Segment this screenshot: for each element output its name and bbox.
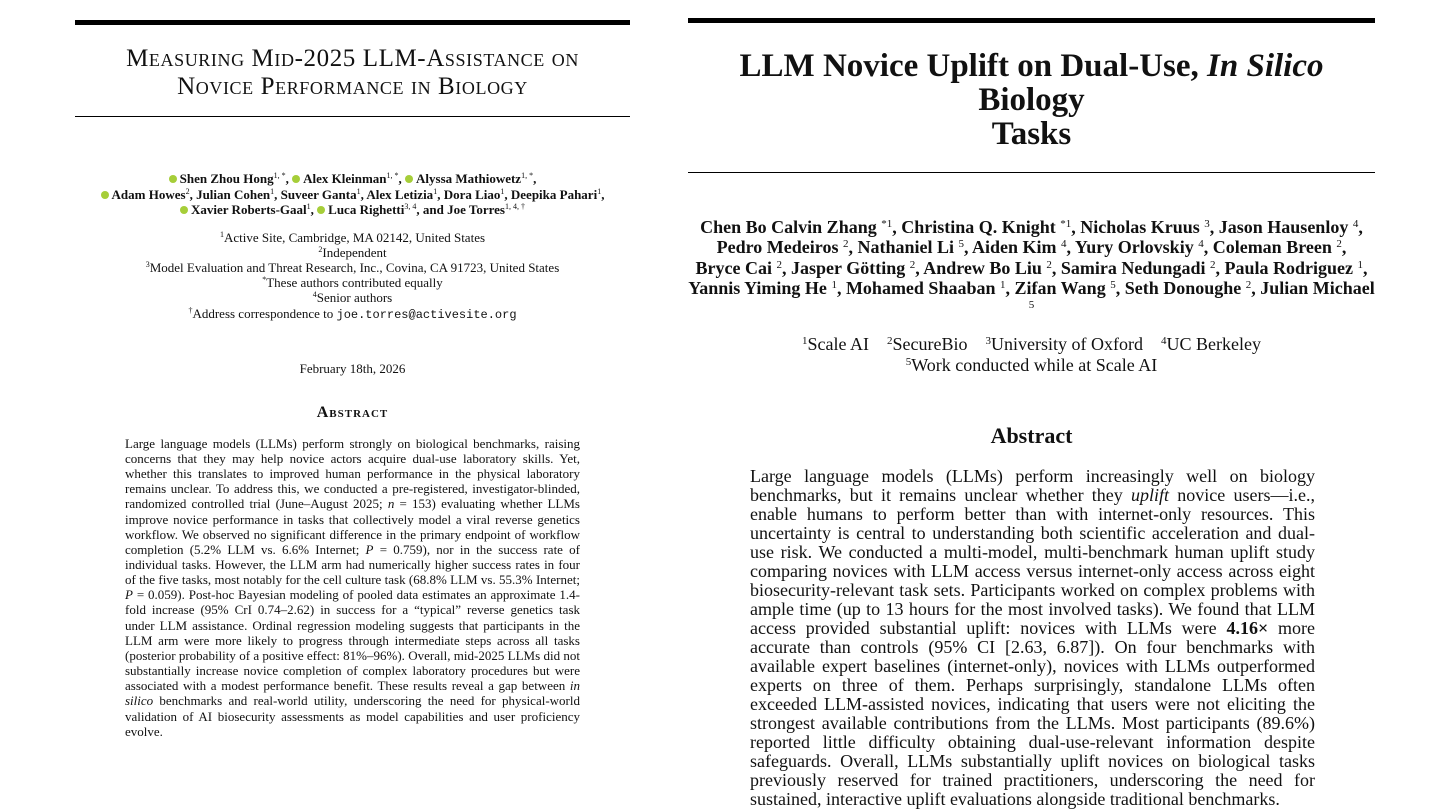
- right-paper-title: [688, 49, 1375, 151]
- author-name: Nathaniel Li: [857, 237, 954, 258]
- emphasis-text: uplift: [1131, 485, 1170, 506]
- author-affiliation-marker: 1: [1357, 258, 1363, 271]
- emphasis-text: in silico: [125, 678, 580, 709]
- affiliation-marker: 2: [887, 335, 893, 348]
- affiliation-text: Senior authors: [316, 290, 393, 306]
- affiliation-line: [75, 275, 630, 290]
- author-line: Shen Zhou Hong$^{1, *}$, Alex Kleinman$^{1, *}$, Alyssa Mathiowetz$^{1, *}$,: [75, 171, 630, 187]
- affiliation-item: [887, 334, 967, 354]
- affiliation-item: [1161, 334, 1261, 354]
- author-line: Chen Bo Calvin Zhang $^{*1}$, Christina Q. Knight $^{*1}$, Nicholas Kruus $^3$, Jason Hausenloy $^4$,: [700, 217, 1363, 237]
- author-affiliation-marker: 2: [1209, 258, 1216, 271]
- author-affiliation-marker: 1, 4, †: [504, 202, 525, 211]
- title-bottom-rule: [75, 116, 630, 117]
- author-name: Shen Zhou Hong: [179, 171, 274, 186]
- affiliation-text: University of Oxford: [991, 334, 1143, 355]
- affiliation-item: [986, 334, 1143, 354]
- right-affiliations: [688, 334, 1375, 376]
- author-line: Xavier Roberts-Gaal$^1$, Luca Righetti$^{3, 4}$, and Joe Torres$^{1, 4, \dagger}$: [75, 202, 630, 218]
- author-name: Mohamed Shaaban: [845, 277, 996, 298]
- title-top-rule: [75, 20, 630, 25]
- affiliation-marker: 4: [1160, 335, 1167, 348]
- affiliation-marker: 1: [802, 335, 808, 348]
- author-line: Bryce Cai $^2$, Jasper Götting $^2$, Andrew Bo Liu $^2$, Samira Nedungadi $^2$, Paula Rodriguez $^1$,: [695, 257, 1368, 278]
- author-name: Yannis Yiming He: [688, 277, 827, 298]
- right-author-list: [688, 217, 1375, 318]
- affiliation-text: Model Evaluation and Threat Research, Inc., Covina, CA 91723, United States: [149, 259, 560, 275]
- author-affiliation-marker: *1: [881, 218, 893, 230]
- affiliation-line: [75, 290, 630, 305]
- author-affiliation-marker: 2: [842, 238, 849, 251]
- abstract-heading: Abstract: [316, 403, 389, 421]
- emphasis-text: 4.16×: [1226, 618, 1269, 639]
- affiliation-item: [802, 334, 869, 354]
- abstract-text: = 0.759), nor in the success rate of individual tasks. However, the LLM arm had numerically higher success rates in four of the five tasks, most notably for the cell culture task (68.8% LLM vs. 55.3% Internet;: [125, 541, 580, 588]
- emphasis-text: n: [387, 496, 395, 512]
- author-affiliation-marker: 1: [356, 186, 361, 196]
- author-name: Yury Orlovskiy: [1074, 237, 1194, 258]
- author-affiliation-marker: 5: [958, 238, 964, 251]
- author-affiliation-marker: 1: [500, 186, 505, 196]
- title-line-1: Measuring Mid-2025 LLM-Assistance on: [126, 45, 579, 72]
- affiliation-marker: 4: [312, 290, 317, 300]
- author-affiliation-marker: 2: [909, 258, 916, 271]
- author-affiliation-marker: 5: [1110, 278, 1116, 291]
- author-line: Yannis Yiming He $^1$, Mohamed Shaaban $^1$, Zifan Wang $^5$, Seth Donoughe $^2$, Julian Michael $^5$: [688, 277, 1375, 312]
- author-name: Alex Letizia: [366, 186, 434, 202]
- author-affiliation-marker: 1, *: [386, 171, 399, 180]
- affiliation-text: Active Site, Cambridge, MA 02142, United States: [223, 229, 486, 245]
- author-name: Nicholas Kruus: [1080, 217, 1200, 237]
- affiliation-row: [688, 355, 1375, 376]
- author-name: Pedro Medeiros: [716, 237, 839, 258]
- affiliation-text: Scale AI: [807, 334, 870, 355]
- affiliation-item: [906, 355, 1157, 375]
- abstract-text: more accurate than controls (95% CI [2.63, 6.87]). On four benchmarks with available expert baselines (internet-only), novices with LLMs outperformed experts on three of them. Perhaps surprisingly, standalone LLMs often exceeded LLM-assisted novices, indicating that users were not eliciting the strongest available contributions from the LLMs. Most participants (89.6%) reported little difficulty obtaining dual-use-relevant information despite safeguards. Overall, LLMs substantially uplift novices on biological tasks previously reserved for trained practitioners, underscoring the need for sustained, interactive uplift evaluations alongside traditional benchmarks.: [750, 618, 1316, 809]
- affiliation-marker: *: [262, 275, 267, 285]
- author-name: Joe Torres: [447, 202, 505, 217]
- abstract-body: [750, 467, 1315, 809]
- title-line-1: [688, 49, 1375, 117]
- publication-date: February 18th, 2026: [299, 360, 406, 376]
- affiliation-line: [75, 260, 630, 275]
- author-name: Xavier Roberts-Gaal: [191, 202, 307, 217]
- author-affiliation-marker: 2: [1336, 238, 1342, 251]
- title-line-2: Tasks: [991, 116, 1072, 152]
- affiliation-line: [75, 245, 630, 260]
- author-affiliation-marker: 2: [776, 258, 783, 271]
- left-author-list: [75, 171, 630, 218]
- author-affiliation-marker: 1: [270, 186, 275, 196]
- author-affiliation-marker: 3, 4: [404, 202, 417, 211]
- author-affiliation-marker: 1: [999, 278, 1006, 291]
- author-affiliation-marker: 1: [597, 186, 602, 196]
- abstract-text: Large language models (LLMs) perform increasingly well on biology benchmarks, but it remains unclear whether they: [750, 466, 1315, 506]
- author-name: Alex Kleinman: [303, 171, 387, 186]
- left-affiliations: [75, 230, 630, 323]
- orcid-icon: [101, 191, 109, 199]
- affiliation-marker: 1: [219, 229, 224, 239]
- abstract-body: [125, 436, 580, 739]
- author-name: Paula Rodriguez: [1224, 257, 1353, 278]
- emphasis-text: P: [365, 541, 374, 557]
- title-line-2: Novice Performance in Biology: [177, 73, 528, 100]
- author-affiliation-marker: 4: [1061, 238, 1067, 251]
- orcid-icon: [180, 206, 188, 214]
- author-name: Suveer Ganta: [280, 186, 357, 202]
- affiliation-text: Independent: [322, 244, 387, 260]
- author-name: Chen Bo Calvin Zhang: [700, 217, 877, 237]
- affiliation-line: [75, 230, 630, 245]
- left-paper-title: [75, 45, 630, 101]
- affiliation-marker: 3: [145, 259, 150, 269]
- abstract-text: benchmarks and real-world utility, underscoring the need for physical-world validation of AI biosecurity assessments as model capabilities and user proficiency evolve.: [125, 693, 580, 739]
- author-name: Alyssa Mathiowetz: [416, 171, 522, 186]
- author-affiliation-marker: 3: [1204, 218, 1210, 230]
- author-affiliation-marker: 4: [1198, 238, 1204, 251]
- abstract-text: Large language models (LLMs) perform strongly on biological benchmarks, raising concerns that they may help novice actors acquire dual-use laboratory skills. Yet, whether this translates to improved human performance in the physical laboratory remains unclear. To address this, we conducted a pre-registered, investigator-blinded, randomized controlled trial (June–August 2025;: [125, 435, 580, 512]
- author-name: Luca Righetti: [328, 202, 405, 217]
- right-paper: [688, 0, 1375, 809]
- title-top-rule: [688, 18, 1375, 23]
- author-affiliation-marker: 1: [831, 278, 837, 291]
- author-affiliation-marker: 5: [1028, 299, 1035, 312]
- author-name: Julian Michael: [1260, 277, 1375, 298]
- affiliation-text: SecureBio: [892, 334, 968, 355]
- abstract-heading: Abstract: [990, 423, 1073, 449]
- author-name: Deepika Pahari: [510, 186, 598, 202]
- author-conjunction: and: [422, 202, 448, 217]
- author-name: Dora Liao: [443, 186, 501, 202]
- correspondence-email[interactable]: joe.torres@activesite.org: [336, 307, 517, 322]
- author-name: Samira Nedungadi: [1060, 257, 1206, 278]
- author-affiliation-marker: 1, *: [273, 171, 286, 180]
- author-name: Adam Howes: [111, 186, 186, 202]
- affiliation-row: [688, 334, 1375, 355]
- author-affiliation-marker: 4: [1352, 218, 1359, 230]
- author-affiliation-marker: 1, *: [521, 171, 534, 180]
- author-line: Pedro Medeiros $^2$, Nathaniel Li $^5$, Aiden Kim $^4$, Yury Orlovskiy $^4$, Coleman Breen $^2$,: [716, 237, 1347, 258]
- author-name: Christina Q. Knight: [901, 217, 1056, 237]
- author-affiliation-marker: *1: [1060, 218, 1072, 230]
- author-affiliation-marker: 1: [433, 186, 438, 196]
- correspondence-label: Address correspondence to: [192, 305, 334, 321]
- footnote-marker: †: [188, 305, 193, 315]
- title-bottom-rule: [688, 172, 1375, 173]
- abstract-text: = 153) evaluating whether LLMs improve novice performance in tasks that collectively model a viral reverse genetics workflow. We observed no significant difference in the primary endpoint of workflow completion (5.2% LLM vs. 6.6% Internet;: [125, 496, 580, 557]
- author-name: Julian Cohen: [196, 186, 271, 202]
- author-affiliation-marker: 1: [306, 202, 311, 211]
- correspondence-line: [75, 306, 630, 323]
- author-name: Coleman Breen: [1212, 237, 1332, 258]
- affiliation-text: These authors contributed equally: [266, 275, 443, 291]
- author-affiliation-marker: 2: [185, 186, 190, 196]
- title-italic-text: In Silico: [1207, 48, 1324, 84]
- author-name: Andrew Bo Liu: [923, 257, 1042, 278]
- author-name: Jasper Götting: [791, 257, 906, 278]
- left-paper: [75, 0, 630, 739]
- affiliation-marker: 5: [905, 356, 912, 369]
- orcid-icon: [405, 175, 413, 183]
- orcid-icon: [292, 175, 300, 183]
- author-affiliation-marker: 2: [1046, 258, 1052, 271]
- orcid-icon: [169, 175, 177, 183]
- author-name: Aiden Kim: [971, 237, 1057, 258]
- author-line: Adam Howes$^2$, Julian Cohen$^1$, Suveer Ganta$^1$, Alex Letizia$^1$, Dora Liao$^1$, Deepika Pahari$^1$,: [75, 187, 630, 203]
- emphasis-text: P: [125, 587, 133, 603]
- abstract-text: novice users—i.e., enable humans to perform better than with internet-only resources. This uncertainty is central to understanding both scientific acceleration and dual-use risk. We conducted a multi-model, multi-benchmark human uplift study comparing novices with LLM access versus internet-only access across eight biosecurity-relevant task sets. Participants worked on complex problems with ample time (up to 13 hours for the most involved tasks). We found that LLM access provided substantial uplift: novices with LLMs were: [750, 485, 1315, 639]
- abstract-text: = 0.059). Post-hoc Bayesian modeling of pooled data estimates an approximate 1.4-fold increase (95% CrI 0.74–2.62) in success for a “typical” reverse genetics task under LLM assistance. Ordinal regression modeling suggests that participants in the LLM arm were more likely to progress through intermediate steps across all tasks (posterior probability of a positive effect: 81%–96%). Overall, mid-2025 LLMs did not substantially increase novice completion of complex laboratory procedures but were associated with a modest performance benefit. These results reveal a gap between: [125, 587, 580, 694]
- affiliation-marker: 2: [318, 244, 323, 254]
- affiliation-text: UC Berkeley: [1166, 334, 1261, 355]
- author-name: Bryce Cai: [695, 257, 773, 278]
- title-text: LLM Novice Uplift on Dual-Use,: [739, 48, 1208, 84]
- author-affiliation-marker: 2: [1245, 278, 1252, 291]
- orcid-icon: [317, 206, 325, 214]
- affiliation-text: Work conducted while at Scale AI: [911, 355, 1158, 376]
- author-name: Seth Donoughe: [1124, 277, 1242, 298]
- author-name: Zifan Wang: [1014, 277, 1106, 298]
- affiliation-marker: 3: [985, 335, 991, 348]
- author-name: Jason Hausenloy: [1218, 217, 1349, 237]
- title-text: Biology: [978, 82, 1085, 118]
